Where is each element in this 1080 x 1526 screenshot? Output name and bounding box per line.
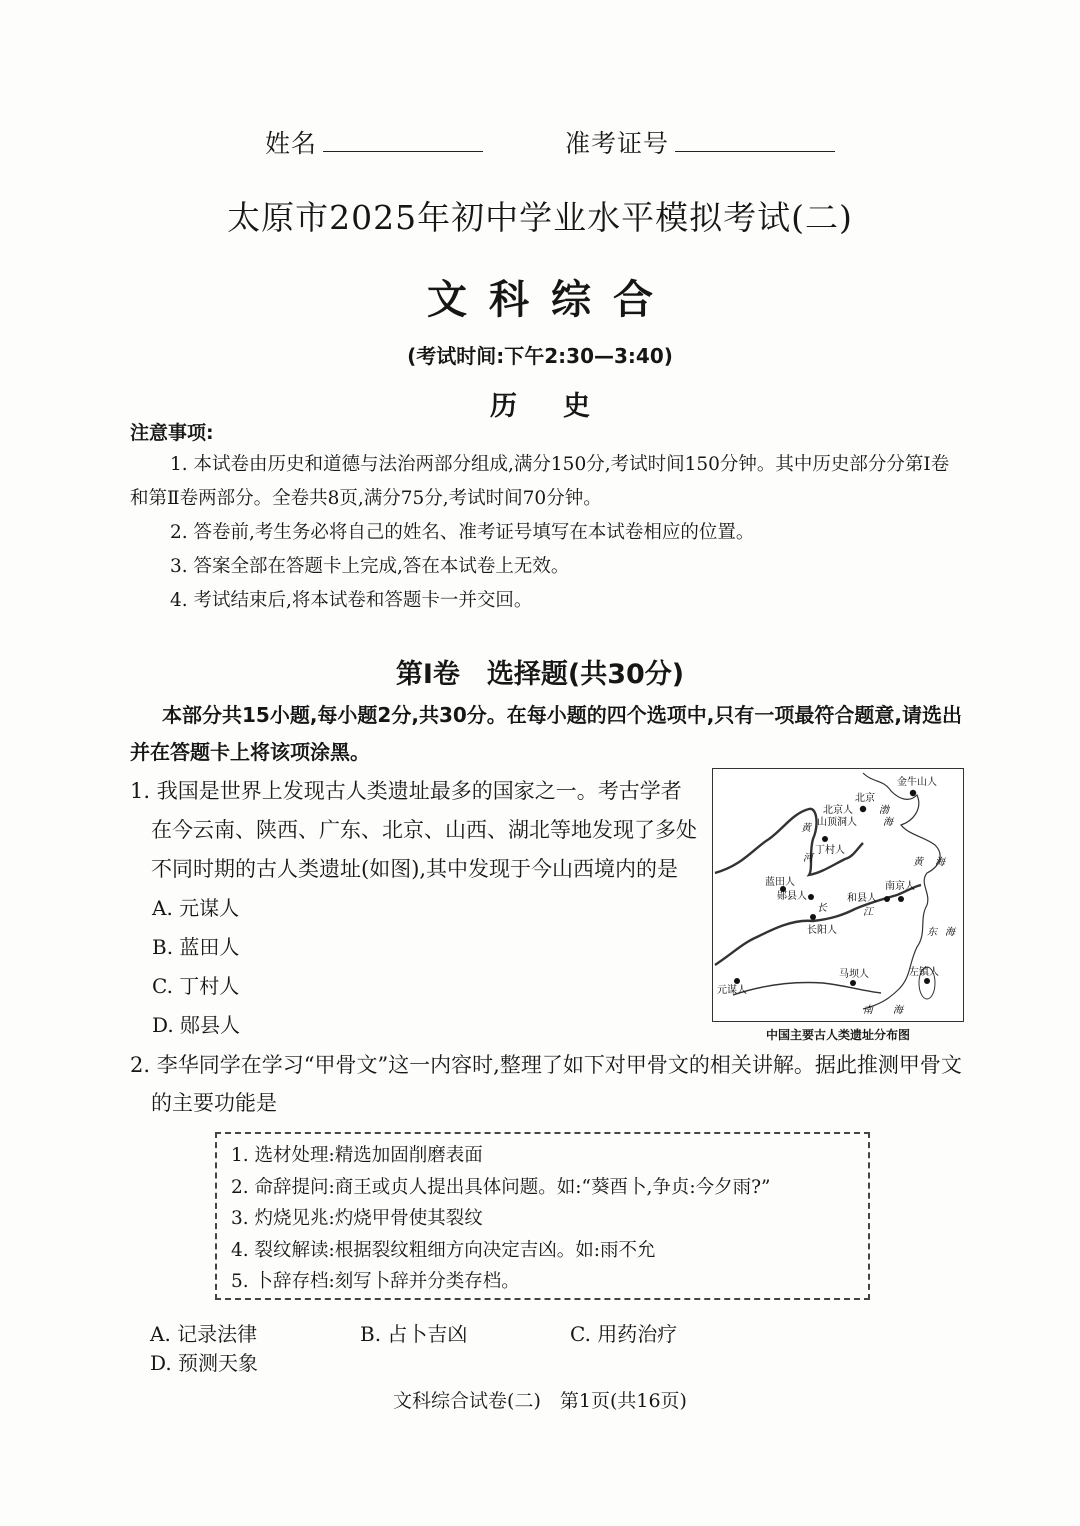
map-water-label: 长	[817, 903, 827, 914]
question-1	[130, 772, 700, 1045]
step-item: 2. 命辞提问:商王或贞人提出具体问题。如:“葵酉卜,争贞:今夕雨?”	[231, 1176, 771, 1198]
map-water-label: 海	[945, 927, 955, 938]
step-item: 5. 卜辞存档:刻写卜辞并分类存档。	[231, 1271, 520, 1292]
notice-item: 1. 本试卷由历史和道德与法治两部分组成,满分150分,考试时间150分钟。其中历史部分分第Ⅰ卷和第Ⅱ卷两部分。全卷共8页,满分75分,考试时间70分钟。	[130, 454, 950, 509]
map-label: 和县人	[847, 893, 877, 904]
map-label: 南京人	[885, 881, 915, 892]
name-label: 姓名	[265, 129, 318, 158]
notice-list	[130, 448, 965, 618]
exam-id-label: 准考证号	[565, 129, 670, 158]
map-label: 北京	[855, 793, 875, 804]
part1-title: 第Ⅰ卷 选择题(共30分)	[395, 659, 685, 690]
map-water-label: 海	[935, 857, 945, 868]
map-caption: 中国主要古人类遗址分布图	[765, 1028, 910, 1042]
step-item: 3. 灼烧见兆:灼烧甲骨使其裂纹	[231, 1208, 483, 1229]
page-footer: 文科综合试卷(二) 第1页(共16页)	[393, 1390, 687, 1412]
question-2-stem: 2. 李华同学在学习“甲骨文”这一内容时,整理了如下对甲骨文的相关讲解。据此推测甲骨文的主要功能是	[130, 1053, 962, 1115]
map-label: 蓝田人	[765, 877, 795, 888]
map-label: 元谋人	[717, 985, 747, 996]
notice-item: 3. 答案全部在答题卡上完成,答在本试卷上无效。	[170, 556, 570, 577]
exam-id-field	[565, 124, 835, 160]
question-1-option-c[interactable]: C. 丁村人	[152, 974, 240, 998]
notice-title: 注意事项:	[130, 422, 214, 444]
question-1-option-a[interactable]: A. 元谋人	[152, 896, 240, 920]
name-blank	[323, 129, 483, 152]
map-label: 金牛山人	[897, 777, 937, 788]
map-label: 山顶洞人	[817, 817, 857, 828]
map-water-label: 海	[893, 1005, 903, 1016]
subject-title: 文科综合	[427, 277, 675, 323]
notice-item: 4. 考试结束后,将本试卷和答题卡一并交回。	[170, 590, 533, 611]
map-water-label: 渤	[879, 805, 889, 816]
exam-time: (考试时间:下午2:30—3:40)	[407, 344, 673, 368]
part1-intro	[130, 697, 965, 771]
question-2-option-d[interactable]: D. 预测天象	[150, 1351, 259, 1375]
part1-intro-text: 本部分共15小题,每小题2分,共30分。在每小题的四个选项中,只有一项最符合题意,请选出并在答题卡上将该项涂黑。	[130, 703, 962, 764]
map-water-label: 南	[863, 1005, 873, 1016]
question-2	[130, 1046, 970, 1122]
map-water-label: 河	[803, 853, 813, 864]
ancient-sites-map	[712, 768, 964, 1022]
map-label: 长阳人	[807, 925, 837, 936]
question-2-option-c[interactable]: C. 用药治疗	[570, 1322, 678, 1346]
map-label: 北京人	[823, 805, 853, 816]
step-item: 1. 选材处理:精选加固削磨表面	[231, 1145, 483, 1166]
question-1-stem: 1. 我国是世界上发现古人类遗址最多的国家之一。考古学者在今云南、陕西、广东、北京、山西、湖北等地发现了多处不同时期的古人类遗址(如图),其中发现于今山西境内的是	[130, 779, 697, 881]
exam-id-blank	[675, 129, 835, 152]
question-2-option-b[interactable]: B. 占卜吉凶	[360, 1322, 468, 1346]
oracle-bone-steps-box	[215, 1132, 870, 1300]
map-label: 丁村人	[815, 845, 845, 856]
section-title: 历史	[490, 391, 636, 422]
map-water-label: 东	[927, 927, 937, 938]
map-water-label: 黄	[913, 857, 923, 868]
question-2-option-a[interactable]: A. 记录法律	[150, 1322, 258, 1346]
map-label: 郧县人	[777, 891, 807, 902]
map-label: 左镇人	[909, 967, 939, 978]
map-water-label: 海	[883, 817, 893, 828]
exam-title: 太原市2025年初中学业水平模拟考试(二)	[227, 198, 853, 237]
question-1-option-d[interactable]: D. 郧县人	[152, 1013, 241, 1037]
step-item: 4. 裂纹解读:根据裂纹粗细方向决定吉凶。如:雨不允	[231, 1239, 656, 1261]
map-water-label: 江	[863, 907, 873, 918]
notice-item: 2. 答卷前,考生务必将自己的姓名、准考证号填写在本试卷相应的位置。	[170, 522, 755, 543]
map-water-label: 黄	[801, 823, 811, 834]
question-1-option-b[interactable]: B. 蓝田人	[152, 935, 240, 959]
name-field	[265, 124, 483, 160]
question-2-options	[150, 1318, 970, 1376]
map-label: 马坝人	[839, 969, 869, 980]
